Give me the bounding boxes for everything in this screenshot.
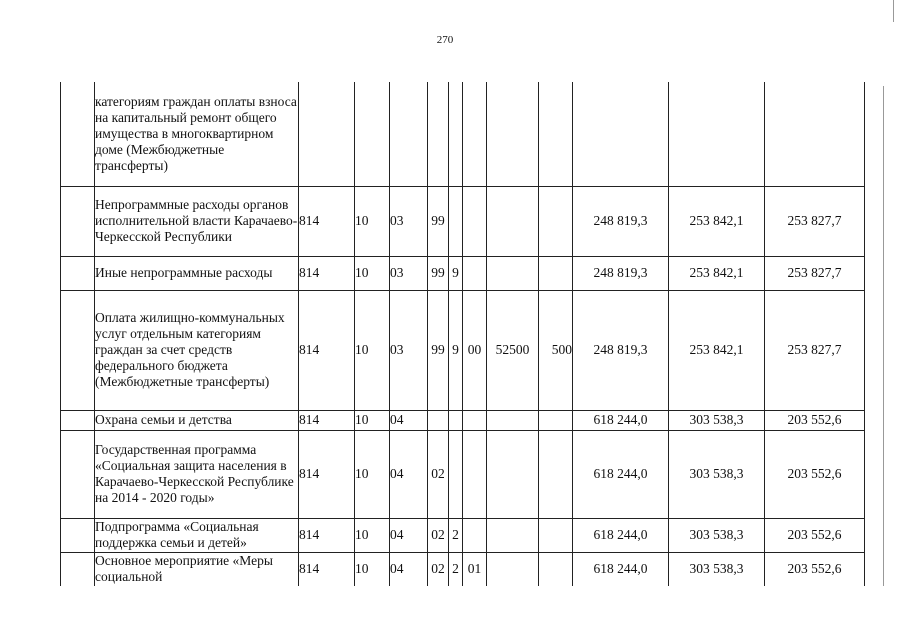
ministry-code-cell: 814 <box>299 552 355 586</box>
amount-cell: 203 552,6 <box>765 430 865 518</box>
subsection-code-cell: 04 <box>390 430 428 518</box>
row-index-cell <box>61 430 95 518</box>
expense-name-cell: Основное мероприятие «Меры социальной <box>95 552 299 586</box>
amount-cell <box>573 82 669 186</box>
event-code-cell <box>463 256 487 290</box>
row-index-cell <box>61 82 95 186</box>
direction-code-cell <box>487 82 539 186</box>
row-index-cell <box>61 290 95 410</box>
scan-edge-line <box>883 86 884 586</box>
direction-code-cell: 52500 <box>487 290 539 410</box>
section-code-cell: 10 <box>355 430 390 518</box>
expense-name-cell: Оплата жилищно-коммунальных услуг отдельным категориям граждан за счет средств федерального бюджета (Межбюджетные трансферты) <box>95 290 299 410</box>
event-code-cell <box>463 82 487 186</box>
event-code-cell: 01 <box>463 552 487 586</box>
event-code-cell <box>463 518 487 552</box>
subprogram-code-cell: 2 <box>449 552 463 586</box>
amount-cell: 303 538,3 <box>669 430 765 518</box>
row-index-cell <box>61 410 95 430</box>
expense-name-cell: Государственная программа «Социальная защита населения в Карачаево-Черкесской Республике на 2014 - 2020 годы» <box>95 430 299 518</box>
expense-name-cell: Непрограммные расходы органов исполнительной власти Карачаево-Черкесской Республики <box>95 186 299 256</box>
subprogram-code-cell <box>449 410 463 430</box>
table-row <box>61 552 865 586</box>
expense-type-cell <box>539 552 573 586</box>
ministry-code-cell: 814 <box>299 518 355 552</box>
amount-cell: 248 819,3 <box>573 290 669 410</box>
expense-name-cell: Охрана семьи и детства <box>95 410 299 430</box>
amount-cell: 618 244,0 <box>573 552 669 586</box>
section-code-cell: 10 <box>355 290 390 410</box>
amount-cell <box>669 82 765 186</box>
amount-cell: 248 819,3 <box>573 186 669 256</box>
subprogram-code-cell: 2 <box>449 518 463 552</box>
expense-type-cell <box>539 186 573 256</box>
program-code-cell: 99 <box>428 256 449 290</box>
expense-type-cell <box>539 518 573 552</box>
ministry-code-cell: 814 <box>299 186 355 256</box>
subsection-code-cell: 04 <box>390 518 428 552</box>
program-code-cell: 02 <box>428 430 449 518</box>
section-code-cell: 10 <box>355 186 390 256</box>
subprogram-code-cell <box>449 82 463 186</box>
subsection-code-cell: 03 <box>390 256 428 290</box>
subprogram-code-cell <box>449 430 463 518</box>
table-row <box>61 410 865 430</box>
amount-cell: 203 552,6 <box>765 518 865 552</box>
section-code-cell: 10 <box>355 518 390 552</box>
direction-code-cell <box>487 256 539 290</box>
amount-cell <box>765 82 865 186</box>
table-row <box>61 518 865 552</box>
direction-code-cell <box>487 186 539 256</box>
program-code-cell: 02 <box>428 518 449 552</box>
row-index-cell <box>61 518 95 552</box>
program-code-cell <box>428 82 449 186</box>
amount-cell: 303 538,3 <box>669 552 765 586</box>
event-code-cell <box>463 430 487 518</box>
subprogram-code-cell: 9 <box>449 256 463 290</box>
event-code-cell <box>463 410 487 430</box>
amount-cell: 253 842,1 <box>669 186 765 256</box>
amount-cell: 253 842,1 <box>669 290 765 410</box>
table-row <box>61 186 865 256</box>
amount-cell: 618 244,0 <box>573 410 669 430</box>
subsection-code-cell: 03 <box>390 186 428 256</box>
expense-type-cell <box>539 82 573 186</box>
ministry-code-cell <box>299 82 355 186</box>
direction-code-cell <box>487 410 539 430</box>
row-index-cell <box>61 186 95 256</box>
amount-cell: 253 827,7 <box>765 290 865 410</box>
expense-name-cell: Иные непрограммные расходы <box>95 256 299 290</box>
amount-cell: 618 244,0 <box>573 518 669 552</box>
page-number: 270 <box>436 34 454 46</box>
ministry-code-cell: 814 <box>299 256 355 290</box>
ministry-code-cell: 814 <box>299 430 355 518</box>
expense-type-cell <box>539 256 573 290</box>
direction-code-cell <box>487 518 539 552</box>
ministry-code-cell: 814 <box>299 290 355 410</box>
program-code-cell: 02 <box>428 552 449 586</box>
program-code-cell: 99 <box>428 290 449 410</box>
expense-type-cell <box>539 430 573 518</box>
event-code-cell <box>463 186 487 256</box>
amount-cell: 203 552,6 <box>765 552 865 586</box>
subsection-code-cell: 03 <box>390 290 428 410</box>
event-code-cell: 00 <box>463 290 487 410</box>
row-index-cell <box>61 256 95 290</box>
expense-name-cell: Подпрограмма «Социальная поддержка семьи и детей» <box>95 518 299 552</box>
expense-type-cell: 500 <box>539 290 573 410</box>
subsection-code-cell: 04 <box>390 552 428 586</box>
amount-cell: 303 538,3 <box>669 410 765 430</box>
scan-edge-line <box>893 0 894 22</box>
program-code-cell <box>428 410 449 430</box>
section-code-cell: 10 <box>355 256 390 290</box>
amount-cell: 618 244,0 <box>573 430 669 518</box>
section-code-cell: 10 <box>355 552 390 586</box>
row-index-cell <box>61 552 95 586</box>
table-row <box>61 430 865 518</box>
subsection-code-cell <box>390 82 428 186</box>
program-code-cell: 99 <box>428 186 449 256</box>
direction-code-cell <box>487 430 539 518</box>
subprogram-code-cell <box>449 186 463 256</box>
amount-cell: 203 552,6 <box>765 410 865 430</box>
ministry-code-cell: 814 <box>299 410 355 430</box>
expense-type-cell <box>539 410 573 430</box>
table-row <box>61 290 865 410</box>
subprogram-code-cell: 9 <box>449 290 463 410</box>
amount-cell: 253 827,7 <box>765 256 865 290</box>
amount-cell: 248 819,3 <box>573 256 669 290</box>
amount-cell: 303 538,3 <box>669 518 765 552</box>
table-row <box>61 256 865 290</box>
expense-name-cell: категориям граждан оплаты взноса на капитальный ремонт общего имущества в многоквартирном доме (Межбюджетные трансферты) <box>95 82 299 186</box>
subsection-code-cell: 04 <box>390 410 428 430</box>
amount-cell: 253 842,1 <box>669 256 765 290</box>
table-row <box>61 82 865 186</box>
section-code-cell <box>355 82 390 186</box>
budget-table <box>60 82 865 586</box>
section-code-cell: 10 <box>355 410 390 430</box>
direction-code-cell <box>487 552 539 586</box>
amount-cell: 253 827,7 <box>765 186 865 256</box>
